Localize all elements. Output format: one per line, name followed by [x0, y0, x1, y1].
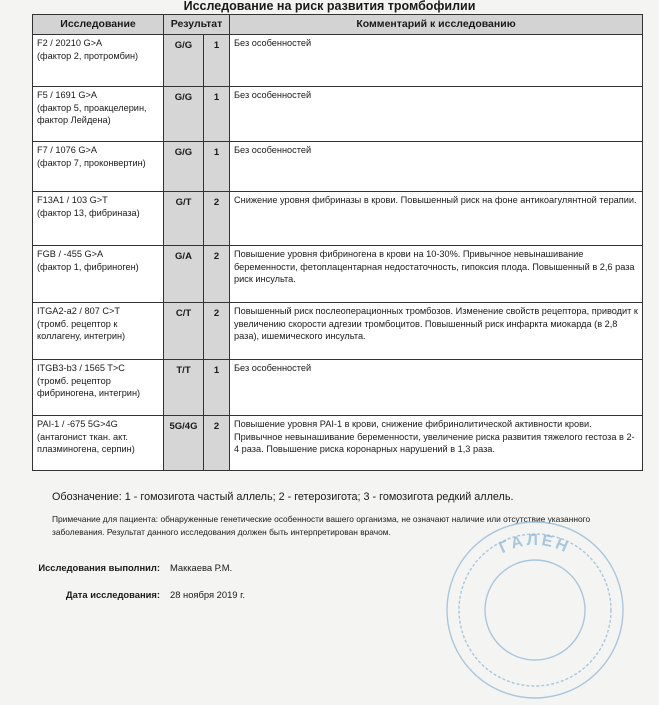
date-label: Дата исследования: [65, 589, 160, 600]
study-line: фактор Лейдена) [37, 115, 111, 126]
performed-by-value: Маккаева Р.М. [170, 562, 233, 573]
study-cell [33, 246, 164, 303]
study-cell [33, 303, 164, 360]
study-line: (фактор 13, фибриназа) [37, 207, 140, 218]
header-comment: Комментарий к исследованию [230, 15, 643, 35]
genotype-cell: 5G/4G [164, 416, 204, 471]
study-cell [33, 360, 164, 416]
table-row [33, 142, 643, 192]
genotype-code-cell: 2 [204, 192, 230, 246]
study-line: F5 / 1691 G>A [37, 90, 98, 100]
study-line: (фактор 5, проакцелерин, [37, 102, 147, 113]
table-row [33, 87, 643, 142]
study-line: ITGB3-b3 / 1565 T>C [37, 363, 125, 373]
table-row [33, 360, 643, 416]
genotype-cell: G/T [164, 192, 204, 246]
study-cell [33, 87, 164, 142]
genotype-cell: G/G [164, 87, 204, 142]
genotype-code-cell: 1 [204, 142, 230, 192]
performed-by-label: Исследования выполнил: [38, 562, 160, 573]
study-line: ITGA2-a2 / 807 C>T [37, 306, 120, 316]
study-line: (фактор 1, фибриноген) [37, 261, 139, 272]
genotype-cell: C/T [164, 303, 204, 360]
clinic-stamp [440, 515, 630, 705]
study-line: F13A1 / 103 G>T [37, 195, 108, 205]
comment-cell: Повышенный риск послеоперационных тромбозов. Изменение свойств рецептора, приводит к увеличению скорости адгезии тромбоцитов. Повышенный риск инфаркта миокарда (в 2,8 раза), ишемического инсульта. [230, 303, 643, 360]
study-line: (фактор 2, протромбин) [37, 50, 139, 61]
study-line: FGB / -455 G>A [37, 249, 104, 259]
study-line: плазминогена, серпин) [37, 444, 135, 455]
genotype-code-cell: 1 [204, 87, 230, 142]
study-line: PAI-1 / -675 5G>4G [37, 419, 118, 429]
genotype-cell: G/G [164, 142, 204, 192]
comment-cell: Без особенностей [230, 87, 643, 142]
table-row [33, 192, 643, 246]
table-header-row [33, 15, 643, 35]
header-study: Исследование [33, 15, 164, 35]
results-table [32, 14, 643, 471]
comment-cell: Без особенностей [230, 35, 643, 87]
genotype-cell: T/T [164, 360, 204, 416]
study-line: (тромб. рецептор к [37, 318, 118, 329]
study-line: (тромб. рецептор [37, 375, 111, 386]
table-row [33, 303, 643, 360]
genotype-cell: G/A [164, 246, 204, 303]
study-line: коллагену, интегрин) [37, 331, 126, 342]
study-line: F7 / 1076 G>A [37, 145, 98, 155]
comment-cell: Повышение уровня фибриногена в крови на 10-30%. Привычное невынашивание беременности, фетоплацентарная недостаточность, гипоксия плода. Повышенный в 2,6 раза риск инсульта. [230, 246, 643, 303]
genotype-code-cell: 2 [204, 416, 230, 471]
study-cell [33, 192, 164, 246]
genotype-code-cell: 2 [204, 303, 230, 360]
comment-cell: Без особенностей [230, 360, 643, 416]
study-line: фибриногена, интегрин) [37, 388, 141, 399]
genotype-code-cell: 2 [204, 246, 230, 303]
comment-cell: Без особенностей [230, 142, 643, 192]
comment-cell: Повышение уровня PAI-1 в крови, снижение фибринолитической активности крови. Привычное невынашивание беременности, увеличение риска развития тяжелого гестоза в 2-4 раза. Повышение риска коронарных нарушений в 1,3 раза. [230, 416, 643, 471]
legend-text: Обозначение: 1 - гомозигота частый аллель; 2 - гетерозигота; 3 - гомозигота редкий аллель. [52, 491, 514, 503]
study-cell [33, 35, 164, 87]
study-line: F2 / 20210 G>A [37, 38, 103, 48]
study-cell [33, 416, 164, 471]
comment-cell: Снижение уровня фибриназы в крови. Повышенный риск на фоне антикоагулянтной терапии. [230, 192, 643, 246]
table-row [33, 246, 643, 303]
genotype-cell: G/G [164, 35, 204, 87]
study-cell [33, 142, 164, 192]
header-result: Результат [164, 15, 230, 35]
patient-note: Примечание для пациента: обнаруженные генетические особенности вашего организма, не означают наличие или отсутствие указанного заболевания. Результат данного исследования должен быть интерпретирован врачом. [52, 514, 591, 538]
stamp-label: ГАЛЕН [496, 531, 573, 558]
table-row [33, 35, 643, 87]
genotype-code-cell: 1 [204, 35, 230, 87]
study-line: (фактор 7, проконвертин) [37, 157, 146, 168]
study-line: (антагонист ткан. акт. [37, 431, 128, 442]
genotype-code-cell: 1 [204, 360, 230, 416]
table-row [33, 416, 643, 471]
document-title: Исследование на риск развития тромбофилии [183, 0, 476, 13]
date-value: 28 ноября 2019 г. [170, 589, 245, 600]
